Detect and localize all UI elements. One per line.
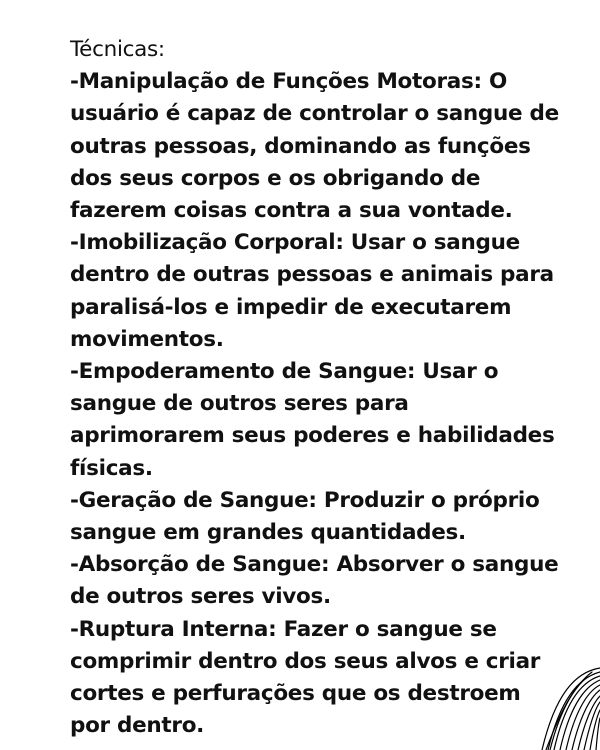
technique-line: movimentos. [70, 326, 224, 352]
technique-line: -Imobilização Corporal: Usar o sangue [70, 230, 520, 256]
technique-line: comprimir dentro dos seus alvos e criar [70, 648, 541, 674]
technique-line: -Empoderamento de Sangue: Usar o [70, 359, 499, 385]
technique-line: -Ruptura Interna: Fazer o sangue se [70, 616, 497, 642]
hair-strands-icon [520, 660, 600, 750]
technique-line: por dentro. [70, 713, 205, 739]
technique-line: usuário é capaz de controlar o sangue de [70, 101, 559, 127]
technique-line: -Manipulação de Funções Motoras: O [70, 69, 507, 95]
technique-line: -Geração de Sangue: Produzir o próprio [70, 487, 540, 513]
techniques-heading: Técnicas: [70, 37, 165, 62]
technique-line: fazerem coisas contra a sua vontade. [70, 198, 513, 224]
technique-line: dentro de outras pessoas e animais para [70, 262, 554, 288]
technique-line: de outros seres vivos. [70, 584, 331, 610]
technique-line: cortes e perfurações que os destroem [70, 681, 521, 707]
technique-line: sangue de outros seres para [70, 391, 409, 417]
techniques-text-block [70, 34, 590, 742]
technique-line: outras pessoas, dominando as funções [70, 133, 531, 159]
technique-line: físicas. [70, 455, 153, 481]
technique-line: dos seus corpos e os obrigando de [70, 165, 481, 191]
technique-line: sangue em grandes quantidades. [70, 520, 466, 546]
technique-line: aprimorarem seus poderes e habilidades [70, 423, 555, 449]
technique-line: paralisá-los e impedir de executarem [70, 294, 512, 320]
technique-line: -Absorção de Sangue: Absorver o sangue [70, 552, 559, 578]
